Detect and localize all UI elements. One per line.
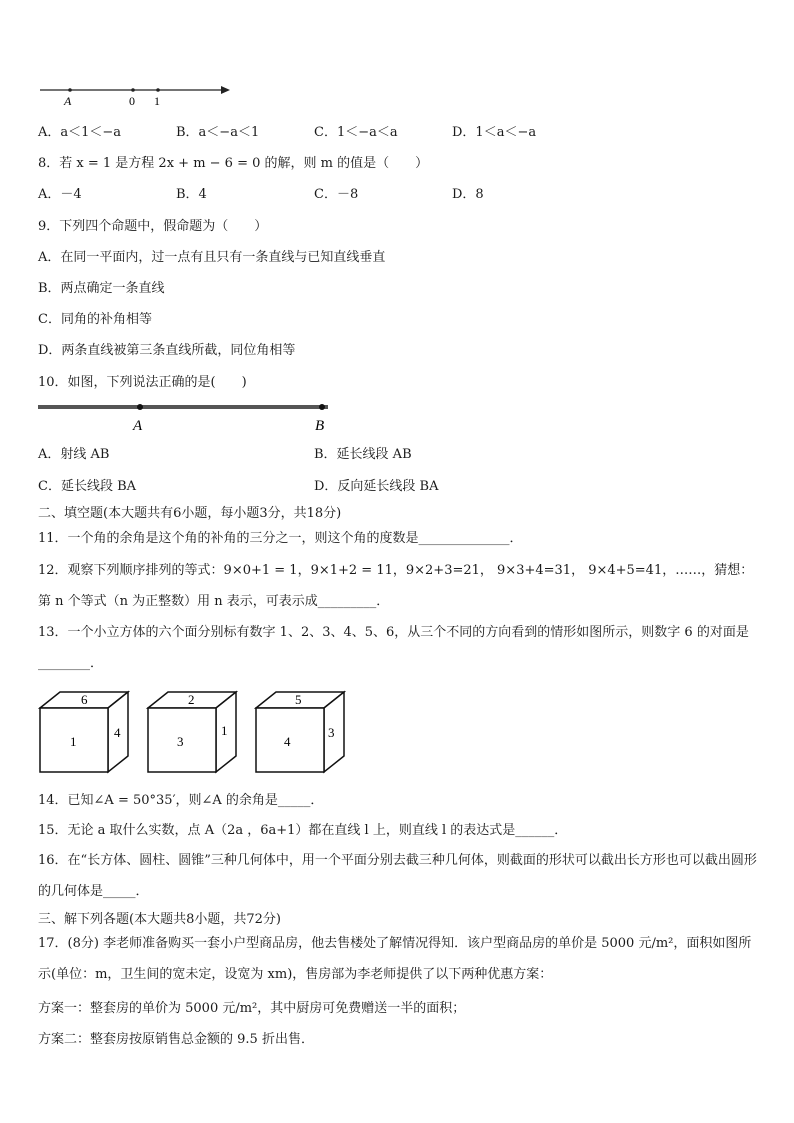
- q10-option-d: D．反向延长线段 BA: [314, 479, 439, 494]
- cube-2: [148, 692, 236, 772]
- q7-option-d: D．1＜a＜−a: [452, 125, 537, 140]
- number-line-figure: [36, 80, 236, 110]
- cube-2-top-number: 2: [188, 692, 195, 707]
- q10-option-a: A．射线 AB: [38, 447, 110, 462]
- q8-option-a: A．－4: [38, 187, 82, 202]
- number-line-label-a: A: [64, 94, 72, 108]
- q9-option-c: C．同角的补角相等: [38, 312, 152, 327]
- number-line-arrow: [221, 86, 230, 94]
- cube-2-front-number: 3: [177, 734, 184, 749]
- cubes-figure: [36, 688, 366, 778]
- q13-text: 13．一个小立方体的六个面分别标有数字 1、2、3、4、5、6，从三个不同的方向看到的情形如图所示，则数字 6 的对面是________．: [38, 625, 749, 671]
- cube-1-top-number: 6: [81, 692, 88, 707]
- q14-text: 14．已知∠A = 50°35′，则∠A 的余角是_____．: [38, 793, 324, 808]
- cube-3: [256, 692, 344, 772]
- q10-point-a: [137, 404, 143, 410]
- cube-3-side-number: 3: [328, 725, 335, 740]
- q10-stem: 10．如图，下列说法正确的是( ): [38, 375, 247, 390]
- cube-2-side-number: 1: [221, 723, 228, 738]
- cube-3-front-number: 4: [284, 734, 291, 749]
- q10-label-a: A: [133, 418, 143, 434]
- section-3-heading: 三、解下列各题(本大题共8小题，共72分): [38, 912, 281, 927]
- section-2-heading: 二、填空题(本大题共有6小题，每小题3分，共18分): [38, 506, 342, 521]
- q10-ray-figure: [36, 400, 336, 436]
- number-line-point-0: [131, 88, 135, 92]
- q10-label-b: B: [315, 418, 325, 434]
- q17-text: 17．(8分) 李老师准备购买一套小户型商品房，他去售楼处了解情况得知．该户型商品房的单价是 5000 元/m²，面积如图所示(单位：m，卫生间的宽未定，设宽为 xm)，售房部为李老师提供了以下两种优惠方案：: [38, 936, 752, 982]
- q9-stem: 9．下列四个命题中，假命题为（ ）: [38, 219, 268, 234]
- q10-option-b: B．延长线段 AB: [314, 447, 412, 462]
- q8-option-b: B．4: [176, 187, 207, 202]
- number-line-point-1: [156, 88, 160, 92]
- q9-option-d: D．两条直线被第三条直线所截，同位角相等: [38, 343, 296, 358]
- cube-1: [40, 692, 128, 772]
- number-line-point-a: [68, 88, 72, 92]
- q8-option-c: C．－8: [314, 187, 359, 202]
- q8-option-d: D．8: [452, 187, 484, 202]
- cube-1-side-number: 4: [114, 725, 121, 740]
- cube-3-top-number: 5: [295, 692, 302, 707]
- q15-text: 15．无论 a 取什么实数，点 A（2a ，6a+1）都在直线 l 上，则直线 l 的表达式是______．: [38, 823, 568, 838]
- q7-option-b: B．a＜−a＜1: [176, 125, 260, 140]
- cube-1-front-number: 1: [70, 734, 77, 749]
- q10-option-c: C．延长线段 BA: [38, 479, 137, 494]
- number-line-label-1: 1: [154, 94, 160, 108]
- q9-option-b: B．两点确定一条直线: [38, 281, 165, 296]
- number-line-label-0: 0: [129, 94, 135, 108]
- plan-1-text: 方案一：整套房的单价为 5000 元/m²，其中厨房可免费赠送一半的面积；: [38, 1001, 466, 1016]
- q7-option-c: C．1＜−a＜a: [314, 125, 398, 140]
- q11-text: 11．一个角的余角是这个角的补角的三分之一，则这个角的度数是______________．: [38, 531, 523, 546]
- q16-text: 16．在“长方体、圆柱、圆锥”三种几何体中，用一个平面分别去截三种几何体，则截面的形状可以截出长方形也可以截出圆形的几何体是_____．: [38, 853, 757, 899]
- q7-option-a: A．a＜1＜−a: [38, 125, 122, 140]
- q10-point-b: [319, 404, 325, 410]
- q8-stem: 8．若 x = 1 是方程 2x + m − 6 = 0 的解，则 m 的值是（ ）: [38, 156, 429, 171]
- q12-text: 12．观察下列顺序排列的等式：9×0+1 = 1，9×1+2 = 11，9×2+3=21， 9×3+4=31， 9×4+5=41，……，猜想：第 n 个等式（n 为正整数）用 n 表示，可表示成_________．: [38, 563, 754, 609]
- plan-2-text: 方案二：整套房按原销售总金额的 9.5 折出售．: [38, 1032, 314, 1047]
- q9-option-a: A．在同一平面内，过一点有且只有一条直线与已知直线垂直: [38, 250, 386, 265]
